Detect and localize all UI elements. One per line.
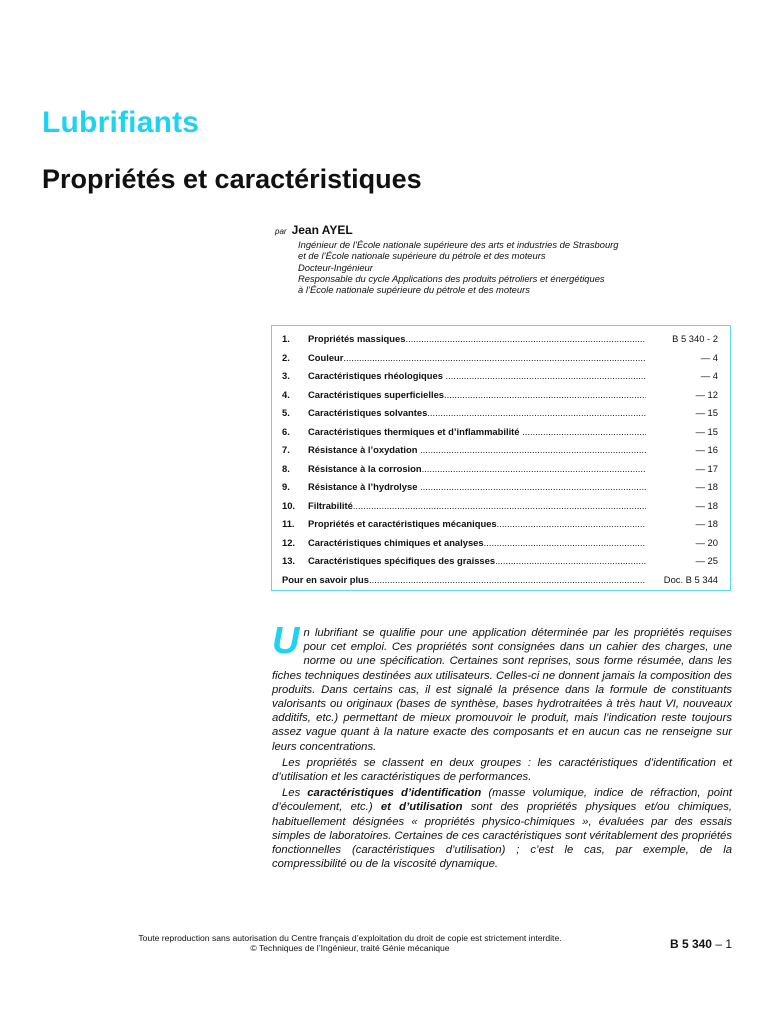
toc-title: Résistance à la corrosion ..... (308, 463, 646, 474)
copyright-line: © Techniques de l’Ingénieur, traité Génie mécanique (250, 943, 450, 953)
author-credential-line: Ingénieur de l’École nationale supérieure des arts et industries de Strasbourg (298, 239, 619, 250)
toc-entry[interactable] (282, 333, 720, 352)
toc-page-ref: Doc. B 5 344 (663, 573, 718, 585)
toc-entry-further-reading[interactable] (282, 574, 720, 593)
toc-entry[interactable] (282, 444, 720, 463)
paragraph (272, 786, 732, 871)
document-subtitle: Propriétés et caractéristiques (42, 164, 422, 194)
author-credential-line: et de l’École nationale supérieure du pétrole et des moteurs (298, 250, 546, 262)
toc-title: Caractéristiques spécifiques des graisses ..... (308, 555, 646, 566)
drop-cap: U (272, 620, 300, 662)
toc-title: Caractéristiques chimiques et analyses ..... (308, 537, 646, 548)
toc-title: Filtrabilité ..... (308, 500, 646, 511)
toc-title: Pour en savoir plus ..... (282, 574, 646, 585)
paragraph-text: sont des propriétés physiques et/ou chimiques, habituellement désignées « propriétés physico-chimiques », évaluées par des essais simples de laboratoires. Certaines de ces caractéristiques sont véritablement des propriétés fonctionnelles (caractéristiques d’utilisation) ; c’est le cas, par exemple, de la compressibilité ou de la viscosité dynamique. (272, 801, 732, 871)
paragraph-text: n lubrifiant se qualifie pour une application déterminée par les propriétés requises pour cet emploi. Ces propriétés sont consignées dans un cahier des charges, une norme ou une spécification. Certaines sont reprises, sous forme résumée, dans les fiches techniques destinées aux utilisateurs. Celles-ci ne donnent jamais la composition des produits. Dans certains cas, il est signalé la présence dans la formule de constituants valorisants ou originaux (bases de synthèse, bases hydrotraitées à très haut VI, nouveaux additifs, etc.) permettant de mieux promouvoir le produit, mais l’indication reste toujours assez vague quant à la nature exacte des composants et en aucun cas ne renseigne sur leurs concentrations. (272, 627, 732, 753)
introduction-text (272, 620, 732, 873)
toc-page-ref: — 18 (695, 518, 718, 529)
toc-title: Propriétés massiques ..... (308, 333, 646, 344)
toc-entry[interactable] (282, 500, 720, 519)
toc-page-ref: — 18 (695, 499, 718, 511)
toc-number: 1. (282, 333, 290, 344)
toc-entry[interactable] (282, 389, 720, 408)
toc-entry[interactable] (282, 426, 720, 445)
toc-number: 12. (282, 536, 296, 548)
toc-number: 13. (282, 555, 296, 566)
toc-page-ref: — 15 (695, 407, 718, 418)
author-block (275, 223, 715, 295)
toc-number: 9. (282, 481, 290, 492)
bold-term: et d’utilisation (380, 801, 463, 814)
copyright-notice (100, 933, 600, 953)
page-reference (670, 937, 732, 951)
paragraph (272, 620, 732, 754)
toc-page-ref: — 18 (695, 481, 718, 492)
toc-entry[interactable] (282, 481, 720, 500)
paragraph-text: (masse volumique, indice de réfraction, point d’écoulement, etc.) (272, 787, 732, 814)
toc-number: 7. (282, 444, 290, 455)
toc-title: Caractéristiques thermiques et d’inflammabilité ..... (308, 426, 646, 437)
toc-number: 8. (282, 462, 290, 474)
author-credentials (298, 239, 715, 295)
toc-entry[interactable] (282, 352, 720, 371)
toc-page-ref: — 15 (695, 425, 718, 437)
copyright-line: Toute reproduction sans autorisation du Centre français d’exploitation du droit de copie est strictement interdite. (138, 933, 562, 943)
toc-page-ref: — 20 (695, 536, 718, 548)
toc-title: Propriétés et caractéristiques mécaniques ..... (308, 518, 646, 529)
toc-number: 10. (282, 499, 296, 511)
toc-entry[interactable] (282, 407, 720, 426)
toc-page-ref: — 12 (695, 388, 718, 400)
paragraph: Les propriétés se classent en deux groupes : les caractéristiques d’identification et d’utilisation et les caractéristiques de performances. (272, 756, 732, 784)
document-reference: B 5 340 (669, 937, 712, 951)
toc-entry[interactable] (282, 463, 720, 482)
bold-term: caractéristiques d’identification (307, 787, 482, 800)
toc-title: Caractéristiques solvantes ..... (308, 407, 646, 418)
toc-number: 3. (282, 370, 290, 381)
toc-number: 2. (282, 351, 290, 363)
toc-number: 11. (282, 518, 295, 529)
toc-title: Caractéristiques rhéologiques ..... (308, 370, 646, 381)
toc-title: Caractéristiques superficielles ..... (308, 389, 646, 400)
author-prefix: par (275, 227, 287, 236)
toc-page-ref: — 4 (700, 351, 718, 363)
paragraph-text: Les (282, 787, 308, 800)
toc-number: 5. (282, 407, 290, 418)
document-title: Lubrifiants (42, 106, 200, 139)
author-credential-line: Docteur-Ingénieur (298, 261, 373, 273)
toc-number: 6. (282, 425, 290, 437)
table-of-contents (271, 325, 731, 591)
page-number: – 1 (711, 937, 732, 951)
toc-title: Résistance à l’hydrolyse ..... (308, 481, 646, 492)
author-credential-line: à l’École nationale supérieure du pétrole et des moteurs (298, 284, 530, 296)
toc-title: Résistance à l’oxydation ..... (308, 444, 646, 455)
toc-page-ref: — 17 (695, 462, 718, 474)
toc-entry[interactable] (282, 518, 720, 537)
author-name: Jean AYEL (291, 223, 353, 237)
toc-page-ref: B 5 340 - 2 (672, 333, 718, 344)
toc-entry[interactable] (282, 537, 720, 556)
author-credential-line: Responsable du cycle Applications des produits pétroliers et énergétiques (298, 272, 605, 284)
toc-title: Couleur ..... (308, 352, 646, 363)
toc-number: 4. (282, 388, 290, 400)
toc-entry[interactable] (282, 370, 720, 389)
author-line (275, 223, 715, 237)
toc-page-ref: — 25 (695, 555, 718, 566)
toc-page-ref: — 4 (700, 370, 718, 381)
toc-entry[interactable] (282, 555, 720, 574)
toc-page-ref: — 16 (695, 444, 718, 455)
